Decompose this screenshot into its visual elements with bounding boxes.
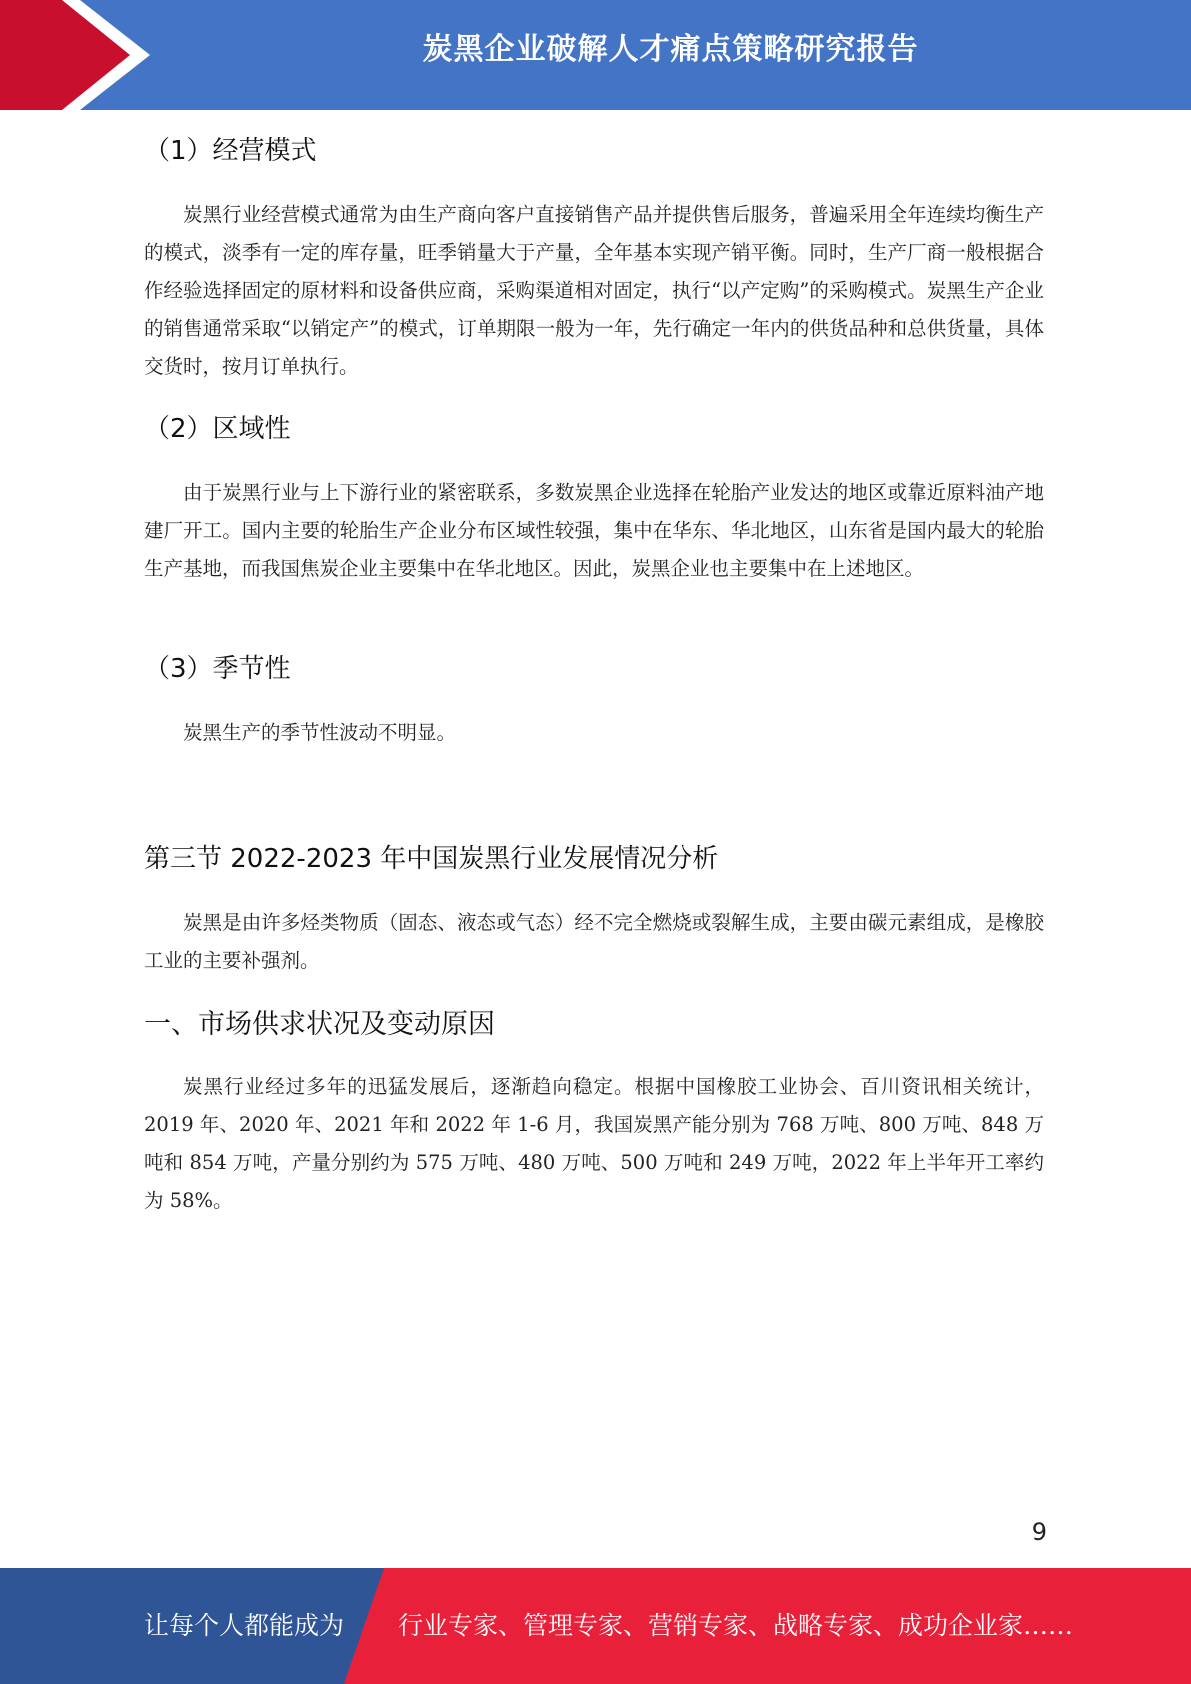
section-three-heading: 第三节 2022-2023 年中国炭黑行业发展情况分析 bbox=[144, 844, 719, 874]
paragraph-regional: 由于炭黑行业与上下游行业的紧密联系，多数炭黑企业选择在轮胎产业发达的地区或靠近原料油产地建厂开工。国内主要的轮胎生产企业分布区域性较强，集中在华东、华北地区，山东省是国内最大的轮胎生产基地，而我国焦炭企业主要集中在华北地区。因此，炭黑企业也主要集中在上述地区。 bbox=[144, 481, 1044, 580]
heading-business-model: （1）经营模式 bbox=[144, 136, 317, 166]
page-footer bbox=[0, 1568, 1191, 1684]
heading-regional: （2）区域性 bbox=[144, 414, 291, 444]
paragraph-seasonal: 炭黑生产的季节性波动不明显。 bbox=[183, 721, 457, 744]
footer-slogan-left: 让每个人都能成为 bbox=[144, 1611, 345, 1640]
paragraph-section-three: 炭黑是由许多烃类物质（固态、液态或气态）经不完全燃烧或裂解生成，主要由碳元素组成，是橡胶工业的主要补强剂。 bbox=[144, 911, 1044, 972]
part-one-heading: 一、市场供求状况及变动原因 bbox=[144, 1009, 495, 1040]
page-number: 9 bbox=[1031, 1518, 1047, 1546]
page-header bbox=[0, 0, 1191, 110]
heading-seasonal: （3）季节性 bbox=[144, 654, 291, 684]
footer-slogan-right: 行业专家、管理专家、营销专家、战略专家、成功企业家…… bbox=[398, 1611, 1074, 1640]
paragraph-supply-demand: 炭黑行业经过多年的迅猛发展后，逐渐趋向稳定。根据中国橡胶工业协会、百川资讯相关统计，2019 年、2020 年、2021 年和 2022 年 1-6 月，我国炭黑产能分别为 768 万吨、800 万吨、848 万吨和 854 万吨，产量分别约为 575 万吨、480 万吨、500 万吨和 249 万吨，2022 年上半年开工率约为 58%。 bbox=[144, 1075, 1044, 1212]
report-title: 炭黑企业破解人才痛点策略研究报告 bbox=[422, 32, 919, 67]
paragraph-business-model: 炭黑行业经营模式通常为由生产商向客户直接销售产品并提供售后服务，普遍采用全年连续均衡生产的模式，淡季有一定的库存量，旺季销量大于产量，全年基本实现产销平衡。同时，生产厂商一般根据合作经验选择固定的原材料和设备供应商，采购渠道相对固定，执行“以产定购”的采购模式。炭黑生产企业的销售通常采取“以销定产”的模式，订单期限一般为一年，先行确定一年内的供货品种和总供货量，具体交货时，按月订单执行。 bbox=[144, 203, 1044, 378]
header-arrow-decoration bbox=[0, 0, 160, 110]
